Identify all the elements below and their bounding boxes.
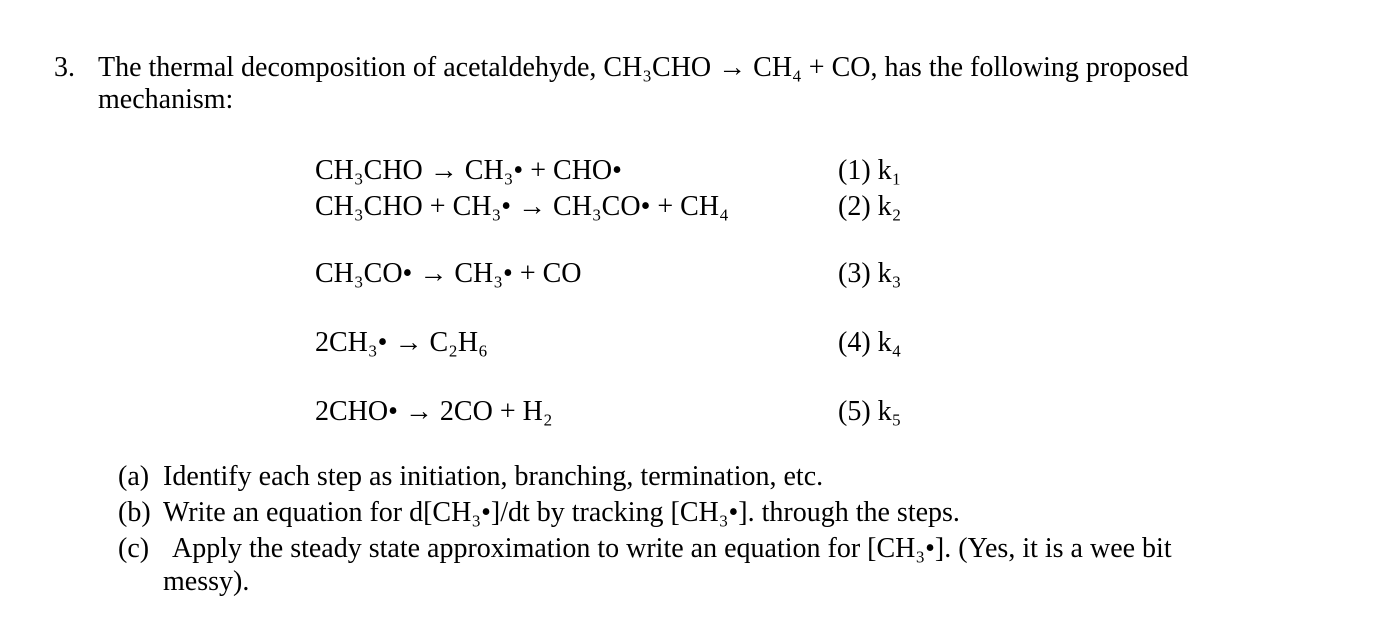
mechanism-rate-constant: (4) k₄ (838, 327, 902, 358)
question-text-line-2: mechanism: (98, 84, 234, 115)
part-text: Write an equation for d[CH₃•]/dt by tracking [CH₃•]. through the steps. (163, 497, 960, 528)
part-text-continued: messy). (163, 566, 250, 597)
part-label: (a) (118, 461, 150, 492)
part-text: Identify each step as initiation, branching, termination, etc. (163, 461, 824, 492)
mechanism-rate-constant: (5) k₅ (838, 396, 902, 427)
part-text: Apply the steady state approximation to write an equation for [CH₃•]. (Yes, it is a wee bit (172, 533, 1172, 564)
mechanism-equation: CH₃CHO → CH₃• + CHO• (315, 155, 622, 186)
mechanism-equation: CH₃CO• → CH₃• + CO (315, 258, 582, 289)
mechanism-equation: CH₃CHO + CH₃• → CH₃CO• + CH₄ (315, 191, 729, 222)
question-text-line-1: The thermal decomposition of acetaldehyde, CH₃CHO → CH₄ + CO, has the following proposed (98, 52, 1189, 83)
part-label: (c) (118, 533, 150, 564)
mechanism-equation: 2CH₃• → C₂H₆ (315, 327, 488, 358)
part-label: (b) (118, 497, 151, 528)
mechanism-equation: 2CHO• → 2CO + H₂ (315, 396, 553, 427)
question-number: 3. (54, 52, 75, 83)
mechanism-rate-constant: (2) k₂ (838, 191, 902, 222)
mechanism-rate-constant: (1) k₁ (838, 155, 902, 186)
mechanism-rate-constant: (3) k₃ (838, 258, 902, 289)
